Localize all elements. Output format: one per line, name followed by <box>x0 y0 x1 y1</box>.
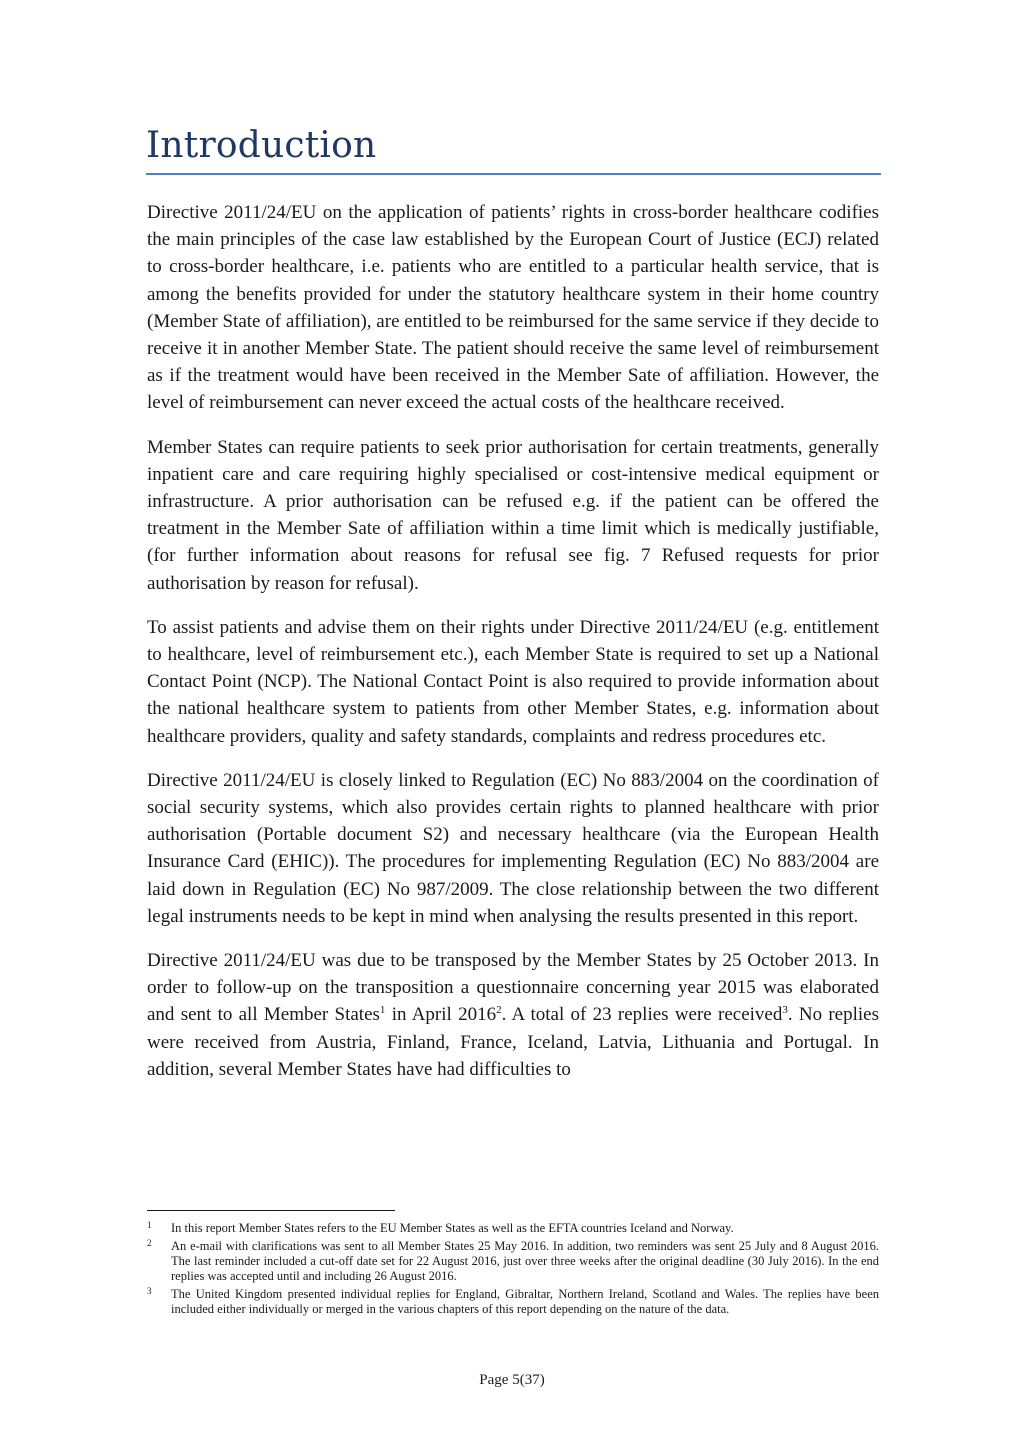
footnote-number: 1 <box>147 1220 152 1230</box>
footnote-ref[interactable]: 1 <box>379 1004 386 1017</box>
paragraph-text: Directive 2011/24/EU is closely linked to Regulation (EC) No 883/2004 on the coordination of social security systems, which also provides certain rights to planned healthcare with prior authorisation (Portable document S2) and necessary healthcare (via the European Health Insurance Card (EHIC)). The procedures for implementing Regulation (EC) No 883/2004 are laid down in Regulation (EC) No 987/2009. The close relationship between the two different legal instruments needs to be kept in mind when analysing the results presented in this report. <box>147 769 879 927</box>
paragraph <box>147 199 879 417</box>
footnote-text: The United Kingdom presented individual replies for England, Gibraltar, Northern Ireland, Scotland and Wales. The replies have been included either individually or merged in the various chapters of this report depending on the nature of the data. <box>171 1287 879 1316</box>
paragraph <box>147 947 879 1083</box>
paragraph-text: Directive 2011/24/EU on the application of patients’ rights in cross-border healthcare codifies the main principles of the case law established by the European Court of Justice (ECJ) related to cross-border healthcare, i.e. patients who are entitled to a particular health service, that is among the benefits provided for under the statutory healthcare system in their home country (Member State of affiliation), are entitled to be reimbursed for the same service if they decide to receive it in another Member State. The patient should receive the same level of reimbursement as if the treatment would have been received in the Member Sate of affiliation. However, the level of reimbursement can never exceed the actual costs of the healthcare received. <box>147 202 879 414</box>
footnote-number: 3 <box>147 1286 152 1296</box>
paragraph-text: Member States can require patients to seek prior authorisation for certain treatments, generally inpatient care and care requiring highly specialised or cost-intensive medical equipment or infrastructure. A prior authorisation can be refused e.g. if the patient can be offered the treatment in the Member Sate of affiliation within a time limit which is medically justifiable, (for further information about reasons for refusal see fig. 7 Refused requests for prior authorisation by reason for refusal). <box>147 436 879 594</box>
footnote-ref[interactable]: 2 <box>496 1004 502 1017</box>
footnote-ref[interactable]: 3 <box>782 1004 788 1017</box>
paragraph-text: . A total of 23 replies were received <box>501 1004 783 1026</box>
paragraph <box>147 767 879 930</box>
footnote-text: An e-mail with clarifications was sent to all Member States 25 May 2016. In addition, two reminders was sent 25 July and 8 August 2016. The last reminder included a cut-off date set for 22 August 2016, just over three weeks after the original deadline (30 July 2016). In the end replies was accepted until and including 26 August 2016. <box>171 1239 879 1283</box>
footnote-number: 2 <box>147 1238 152 1248</box>
footnotes <box>147 1221 879 1320</box>
footnote <box>147 1221 879 1236</box>
page-number: Page 5(37) <box>479 1372 545 1388</box>
footnote-separator <box>147 1210 395 1211</box>
section-heading: Introduction <box>146 125 377 166</box>
paragraph-text: in April 2016 <box>385 1004 497 1026</box>
footnote <box>147 1239 879 1284</box>
heading-underline <box>146 173 881 175</box>
body-text <box>147 199 879 1100</box>
paragraph <box>147 614 879 750</box>
footnote <box>147 1287 879 1317</box>
paragraph-text: . No replies were received from Austria, Finland, France, Iceland, Latvia, Lithuania and Portugal. In addition, several Member States have had difficulties to <box>147 1004 880 1080</box>
paragraph-text: To assist patients and advise them on their rights under Directive 2011/24/EU (e.g. entitlement to healthcare, level of reimbursement etc.), each Member State is required to set up a National Contact Point (NCP). The National Contact Point is also required to provide information about the national healthcare system to patients from other Member States, e.g. information about healthcare providers, quality and safety standards, complaints and redress procedures etc. <box>147 616 879 747</box>
footnote-text: In this report Member States refers to the EU Member States as well as the EFTA countries Iceland and Norway. <box>171 1221 734 1235</box>
paragraph <box>147 434 879 597</box>
paragraph-text: Directive 2011/24/EU was due to be transposed by the Member States by 25 October 2013. In order to follow-up on the transposition a questionnaire concerning year 2015 was elaborated and sent to all Member States <box>147 950 879 1026</box>
